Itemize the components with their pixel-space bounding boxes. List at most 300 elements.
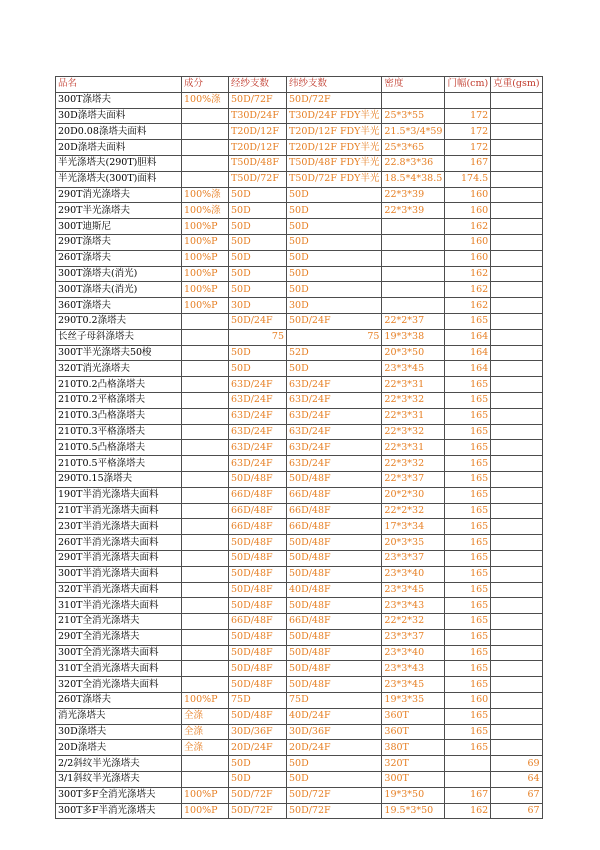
cell-density[interactable] xyxy=(382,92,445,108)
cell-composition[interactable] xyxy=(182,550,229,566)
cell-width[interactable]: 165 xyxy=(445,487,491,503)
cell-composition[interactable] xyxy=(182,582,229,598)
cell-composition[interactable]: 100%涤 xyxy=(182,187,229,203)
cell-width[interactable]: 165 xyxy=(445,708,491,724)
cell-weft-yarn[interactable]: 30D xyxy=(287,298,382,314)
cell-density[interactable]: 23*3*45 xyxy=(382,361,445,377)
cell-density[interactable]: 22*3*32 xyxy=(382,392,445,408)
cell-width[interactable]: 167 xyxy=(445,787,491,803)
cell-density[interactable]: 23*3*45 xyxy=(382,582,445,598)
cell-weft-yarn[interactable]: 50D/48F xyxy=(287,550,382,566)
cell-composition[interactable] xyxy=(182,598,229,614)
cell-width[interactable]: 165 xyxy=(445,424,491,440)
cell-composition[interactable]: 100%涤 xyxy=(182,203,229,219)
cell-weft-yarn[interactable]: 63D/24F xyxy=(287,424,382,440)
cell-name[interactable]: 半光涤塔夫(300T)面料 xyxy=(56,171,182,187)
cell-width[interactable]: 160 xyxy=(445,250,491,266)
cell-density[interactable]: 360T xyxy=(382,708,445,724)
cell-warp-yarn[interactable]: 50D xyxy=(229,756,287,772)
cell-warp-yarn[interactable]: 50D xyxy=(229,187,287,203)
cell-weft-yarn[interactable]: 50D/48F xyxy=(287,677,382,693)
cell-weft-yarn[interactable]: 50D xyxy=(287,282,382,298)
cell-width[interactable]: 165 xyxy=(445,645,491,661)
cell-density[interactable]: 19*3*35 xyxy=(382,693,445,709)
cell-weight[interactable] xyxy=(491,282,542,298)
cell-weft-yarn[interactable]: 50D xyxy=(287,756,382,772)
cell-width[interactable]: 165 xyxy=(445,440,491,456)
cell-weight[interactable] xyxy=(491,724,542,740)
cell-composition[interactable] xyxy=(182,614,229,630)
cell-weight[interactable] xyxy=(491,171,542,187)
cell-width[interactable]: 165 xyxy=(445,629,491,645)
cell-name[interactable]: 30D涤塔夫 xyxy=(56,724,182,740)
cell-weft-yarn[interactable]: 50D xyxy=(287,219,382,235)
cell-name[interactable]: 310T全消光涤塔夫面料 xyxy=(56,661,182,677)
cell-weft-yarn[interactable]: 50D/24F xyxy=(287,313,382,329)
cell-name[interactable]: 320T消光涤塔夫 xyxy=(56,361,182,377)
cell-warp-yarn[interactable]: 66D/48F xyxy=(229,487,287,503)
cell-name[interactable]: 260T半消光涤塔夫面料 xyxy=(56,535,182,551)
cell-density[interactable]: 22*3*39 xyxy=(382,187,445,203)
cell-density[interactable]: 19*3*50 xyxy=(382,787,445,803)
cell-warp-yarn[interactable]: 50D/72F xyxy=(229,803,287,819)
cell-warp-yarn[interactable]: 63D/24F xyxy=(229,440,287,456)
cell-width[interactable]: 165 xyxy=(445,661,491,677)
cell-width[interactable]: 167 xyxy=(445,155,491,171)
cell-density[interactable]: 22*3*31 xyxy=(382,377,445,393)
cell-warp-yarn[interactable]: 50D/48F xyxy=(229,582,287,598)
cell-weft-yarn[interactable]: T20D/12F FDY半光 xyxy=(287,124,382,140)
cell-weight[interactable] xyxy=(491,645,542,661)
cell-name[interactable]: 300T迪斯尼 xyxy=(56,219,182,235)
cell-width[interactable] xyxy=(445,92,491,108)
cell-weft-yarn[interactable]: 20D/24F xyxy=(287,740,382,756)
cell-weight[interactable] xyxy=(491,598,542,614)
cell-name[interactable]: 320T全消光涤塔夫面料 xyxy=(56,677,182,693)
cell-name[interactable]: 300T全消光涤塔夫面料 xyxy=(56,645,182,661)
cell-warp-yarn[interactable]: 63D/24F xyxy=(229,392,287,408)
cell-warp-yarn[interactable]: 50D/48F xyxy=(229,661,287,677)
cell-composition[interactable] xyxy=(182,361,229,377)
cell-weft-yarn[interactable]: 30D/36F xyxy=(287,724,382,740)
cell-weight[interactable] xyxy=(491,203,542,219)
cell-density[interactable]: 20*2*30 xyxy=(382,487,445,503)
cell-weft-yarn[interactable]: 50D/48F xyxy=(287,535,382,551)
cell-name[interactable]: 310T半消光涤塔夫面料 xyxy=(56,598,182,614)
cell-weight[interactable] xyxy=(491,740,542,756)
cell-width[interactable]: 164 xyxy=(445,345,491,361)
cell-composition[interactable]: 100%P xyxy=(182,219,229,235)
cell-width[interactable]: 164 xyxy=(445,361,491,377)
cell-warp-yarn[interactable]: 50D/72F xyxy=(229,92,287,108)
cell-warp-yarn[interactable]: 50D xyxy=(229,203,287,219)
cell-density[interactable]: 23*3*37 xyxy=(382,629,445,645)
cell-density[interactable]: 17*3*34 xyxy=(382,519,445,535)
cell-name[interactable]: 210T0.5平格涤塔夫 xyxy=(56,456,182,472)
cell-width[interactable]: 172 xyxy=(445,124,491,140)
cell-composition[interactable] xyxy=(182,392,229,408)
cell-composition[interactable] xyxy=(182,471,229,487)
cell-weight[interactable] xyxy=(491,392,542,408)
cell-weft-yarn[interactable]: T50D/48F FDY半光 xyxy=(287,155,382,171)
cell-weight[interactable]: 67 xyxy=(491,803,542,819)
cell-name[interactable]: 210T全消光涤塔夫 xyxy=(56,614,182,630)
cell-composition[interactable]: 全涤 xyxy=(182,708,229,724)
cell-name[interactable]: 3/1斜纹半光涤塔夫 xyxy=(56,772,182,788)
cell-composition[interactable] xyxy=(182,329,229,345)
cell-warp-yarn[interactable]: 50D/48F xyxy=(229,535,287,551)
cell-composition[interactable]: 全涤 xyxy=(182,724,229,740)
cell-name[interactable]: 320T半消光涤塔夫面料 xyxy=(56,582,182,598)
cell-weight[interactable] xyxy=(491,566,542,582)
cell-density[interactable]: 22*3*31 xyxy=(382,440,445,456)
cell-weight[interactable] xyxy=(491,408,542,424)
cell-warp-yarn[interactable]: 50D/48F xyxy=(229,629,287,645)
cell-width[interactable]: 172 xyxy=(445,108,491,124)
cell-composition[interactable]: 100%P xyxy=(182,282,229,298)
cell-name[interactable]: 300T涤塔夫(消光) xyxy=(56,266,182,282)
cell-warp-yarn[interactable]: 20D/24F xyxy=(229,740,287,756)
cell-name[interactable]: 210T0.5凸格涤塔夫 xyxy=(56,440,182,456)
cell-name[interactable]: 300T多F半消光涤塔夫 xyxy=(56,803,182,819)
cell-density[interactable]: 320T xyxy=(382,756,445,772)
cell-weight[interactable] xyxy=(491,503,542,519)
cell-warp-yarn[interactable]: T30D/24F xyxy=(229,108,287,124)
cell-weft-yarn[interactable]: 66D/48F xyxy=(287,519,382,535)
cell-width[interactable]: 162 xyxy=(445,282,491,298)
cell-width[interactable]: 160 xyxy=(445,203,491,219)
cell-density[interactable]: 19*3*38 xyxy=(382,329,445,345)
cell-composition[interactable] xyxy=(182,629,229,645)
cell-composition[interactable] xyxy=(182,440,229,456)
cell-composition[interactable]: 100%涤 xyxy=(182,92,229,108)
cell-warp-yarn[interactable]: 63D/24F xyxy=(229,456,287,472)
cell-warp-yarn[interactable]: 50D/24F xyxy=(229,313,287,329)
cell-width[interactable]: 165 xyxy=(445,535,491,551)
cell-weight[interactable] xyxy=(491,124,542,140)
cell-width[interactable]: 165 xyxy=(445,677,491,693)
cell-weft-yarn[interactable]: T30D/24F FDY半光 xyxy=(287,108,382,124)
cell-weight[interactable] xyxy=(491,708,542,724)
cell-weight[interactable] xyxy=(491,234,542,250)
cell-density[interactable]: 23*3*37 xyxy=(382,550,445,566)
cell-name[interactable]: 2/2斜纹半光涤塔夫 xyxy=(56,756,182,772)
cell-composition[interactable] xyxy=(182,677,229,693)
cell-name[interactable]: 300T半光涤塔夫50梭 xyxy=(56,345,182,361)
cell-weft-yarn[interactable]: T20D/12F FDY半光 xyxy=(287,140,382,156)
cell-composition[interactable]: 100%P xyxy=(182,693,229,709)
cell-weft-yarn[interactable]: 63D/24F xyxy=(287,392,382,408)
cell-density[interactable] xyxy=(382,298,445,314)
cell-width[interactable]: 165 xyxy=(445,408,491,424)
cell-weft-yarn[interactable]: 75 xyxy=(287,329,382,345)
cell-density[interactable]: 21.5*3/4*59 xyxy=(382,124,445,140)
cell-composition[interactable] xyxy=(182,171,229,187)
cell-weight[interactable] xyxy=(491,471,542,487)
cell-weft-yarn[interactable]: 66D/48F xyxy=(287,503,382,519)
cell-name[interactable]: 290T半光涤塔夫 xyxy=(56,203,182,219)
cell-warp-yarn[interactable]: 63D/24F xyxy=(229,408,287,424)
cell-warp-yarn[interactable]: 66D/48F xyxy=(229,614,287,630)
cell-warp-yarn[interactable]: 75 xyxy=(229,329,287,345)
cell-weight[interactable] xyxy=(491,487,542,503)
cell-weight[interactable] xyxy=(491,92,542,108)
cell-weft-yarn[interactable]: 50D/48F xyxy=(287,629,382,645)
cell-weight[interactable] xyxy=(491,187,542,203)
cell-name[interactable]: 290T0.15涤塔夫 xyxy=(56,471,182,487)
cell-weft-yarn[interactable]: 50D xyxy=(287,234,382,250)
cell-weight[interactable] xyxy=(491,345,542,361)
cell-composition[interactable] xyxy=(182,155,229,171)
cell-weight[interactable]: 64 xyxy=(491,772,542,788)
cell-density[interactable]: 18.5*4*38.5 xyxy=(382,171,445,187)
cell-density[interactable]: 22*2*37 xyxy=(382,313,445,329)
cell-warp-yarn[interactable]: 63D/24F xyxy=(229,377,287,393)
cell-density[interactable]: 23*3*43 xyxy=(382,598,445,614)
cell-name[interactable]: 210T0.3凸格涤塔夫 xyxy=(56,408,182,424)
cell-weft-yarn[interactable]: 50D/72F xyxy=(287,92,382,108)
cell-density[interactable]: 22.8*3*36 xyxy=(382,155,445,171)
cell-width[interactable] xyxy=(445,772,491,788)
cell-weight[interactable] xyxy=(491,313,542,329)
cell-density[interactable]: 22*2*32 xyxy=(382,614,445,630)
cell-name[interactable]: 半光涤塔夫(290T)胆料 xyxy=(56,155,182,171)
cell-density[interactable]: 20*3*35 xyxy=(382,535,445,551)
cell-composition[interactable] xyxy=(182,124,229,140)
cell-composition[interactable]: 100%P xyxy=(182,250,229,266)
cell-warp-yarn[interactable]: 66D/48F xyxy=(229,519,287,535)
cell-composition[interactable]: 100%P xyxy=(182,298,229,314)
cell-composition[interactable] xyxy=(182,487,229,503)
cell-warp-yarn[interactable]: 50D/48F xyxy=(229,677,287,693)
cell-weft-yarn[interactable]: 50D xyxy=(287,772,382,788)
cell-width[interactable]: 165 xyxy=(445,392,491,408)
cell-width[interactable]: 165 xyxy=(445,550,491,566)
cell-warp-yarn[interactable]: 66D/48F xyxy=(229,503,287,519)
cell-weft-yarn[interactable]: 50D/72F xyxy=(287,787,382,803)
cell-width[interactable]: 162 xyxy=(445,266,491,282)
cell-weft-yarn[interactable]: 63D/24F xyxy=(287,377,382,393)
cell-composition[interactable] xyxy=(182,108,229,124)
cell-weight[interactable] xyxy=(491,266,542,282)
cell-composition[interactable] xyxy=(182,456,229,472)
cell-composition[interactable]: 100%P xyxy=(182,266,229,282)
cell-warp-yarn[interactable]: T50D/48F xyxy=(229,155,287,171)
cell-weight[interactable] xyxy=(491,361,542,377)
cell-name[interactable]: 360T涤塔夫 xyxy=(56,298,182,314)
cell-density[interactable]: 22*3*39 xyxy=(382,203,445,219)
cell-width[interactable]: 160 xyxy=(445,234,491,250)
cell-weight[interactable] xyxy=(491,298,542,314)
cell-density[interactable] xyxy=(382,219,445,235)
cell-width[interactable]: 165 xyxy=(445,313,491,329)
cell-weight[interactable]: 67 xyxy=(491,787,542,803)
cell-name[interactable]: 20D涤塔夫 xyxy=(56,740,182,756)
cell-density[interactable]: 20*3*50 xyxy=(382,345,445,361)
cell-density[interactable]: 23*3*45 xyxy=(382,677,445,693)
cell-weight[interactable] xyxy=(491,440,542,456)
cell-width[interactable]: 165 xyxy=(445,598,491,614)
cell-name[interactable]: 30D涤塔夫面料 xyxy=(56,108,182,124)
cell-warp-yarn[interactable]: 30D/36F xyxy=(229,724,287,740)
cell-density[interactable]: 19.5*3*50 xyxy=(382,803,445,819)
cell-weight[interactable] xyxy=(491,250,542,266)
cell-name[interactable]: 300T半消光涤塔夫面料 xyxy=(56,566,182,582)
cell-warp-yarn[interactable]: 50D xyxy=(229,361,287,377)
cell-weft-yarn[interactable]: 50D xyxy=(287,361,382,377)
cell-warp-yarn[interactable]: 50D xyxy=(229,219,287,235)
cell-weft-yarn[interactable]: 50D xyxy=(287,187,382,203)
cell-warp-yarn[interactable]: 50D xyxy=(229,282,287,298)
cell-name[interactable]: 长丝子母斜涤塔夫 xyxy=(56,329,182,345)
cell-weight[interactable] xyxy=(491,155,542,171)
cell-weft-yarn[interactable]: 40D/24F xyxy=(287,708,382,724)
cell-weft-yarn[interactable]: 50D xyxy=(287,266,382,282)
cell-warp-yarn[interactable]: 75D xyxy=(229,693,287,709)
cell-weft-yarn[interactable]: 66D/48F xyxy=(287,487,382,503)
cell-width[interactable]: 165 xyxy=(445,614,491,630)
header-composition[interactable]: 成分 xyxy=(182,77,229,93)
cell-name[interactable]: 300T涤塔夫 xyxy=(56,92,182,108)
cell-name[interactable]: 20D涤塔夫面料 xyxy=(56,140,182,156)
cell-weight[interactable] xyxy=(491,329,542,345)
cell-weight[interactable] xyxy=(491,108,542,124)
cell-name[interactable]: 290T涤塔夫 xyxy=(56,234,182,250)
cell-width[interactable]: 165 xyxy=(445,724,491,740)
cell-composition[interactable] xyxy=(182,756,229,772)
cell-name[interactable]: 260T涤塔夫 xyxy=(56,250,182,266)
cell-density[interactable]: 22*3*37 xyxy=(382,471,445,487)
cell-weft-yarn[interactable]: 40D/48F xyxy=(287,582,382,598)
cell-weight[interactable] xyxy=(491,456,542,472)
cell-density[interactable]: 25*3*55 xyxy=(382,108,445,124)
cell-weft-yarn[interactable]: 50D/48F xyxy=(287,566,382,582)
cell-weft-yarn[interactable]: 63D/24F xyxy=(287,440,382,456)
cell-composition[interactable] xyxy=(182,645,229,661)
cell-warp-yarn[interactable]: 50D/48F xyxy=(229,566,287,582)
cell-weight[interactable] xyxy=(491,377,542,393)
cell-composition[interactable] xyxy=(182,313,229,329)
cell-warp-yarn[interactable]: 50D xyxy=(229,266,287,282)
header-weight[interactable]: 克重(gsm) xyxy=(491,77,542,93)
cell-weft-yarn[interactable]: 75D xyxy=(287,693,382,709)
cell-composition[interactable]: 全涤 xyxy=(182,740,229,756)
cell-composition[interactable] xyxy=(182,661,229,677)
cell-warp-yarn[interactable]: 50D xyxy=(229,250,287,266)
cell-weight[interactable] xyxy=(491,629,542,645)
cell-width[interactable]: 165 xyxy=(445,377,491,393)
cell-warp-yarn[interactable]: T20D/12F xyxy=(229,124,287,140)
cell-density[interactable]: 23*3*40 xyxy=(382,645,445,661)
cell-width[interactable]: 165 xyxy=(445,503,491,519)
cell-density[interactable] xyxy=(382,250,445,266)
header-name[interactable]: 品名 xyxy=(56,77,182,93)
cell-composition[interactable] xyxy=(182,772,229,788)
cell-composition[interactable] xyxy=(182,377,229,393)
cell-weight[interactable] xyxy=(491,519,542,535)
cell-name[interactable]: 300T涤塔夫(消光) xyxy=(56,282,182,298)
cell-weight[interactable] xyxy=(491,582,542,598)
cell-density[interactable]: 22*2*32 xyxy=(382,503,445,519)
cell-composition[interactable] xyxy=(182,140,229,156)
cell-width[interactable]: 165 xyxy=(445,519,491,535)
cell-weight[interactable] xyxy=(491,424,542,440)
cell-warp-yarn[interactable]: 50D/72F xyxy=(229,787,287,803)
cell-composition[interactable] xyxy=(182,566,229,582)
header-weft-yarn[interactable]: 纬纱支数 xyxy=(287,77,382,93)
cell-density[interactable]: 300T xyxy=(382,772,445,788)
cell-density[interactable]: 23*3*40 xyxy=(382,566,445,582)
cell-name[interactable]: 210T0.2平格涤塔夫 xyxy=(56,392,182,408)
cell-composition[interactable] xyxy=(182,535,229,551)
cell-composition[interactable] xyxy=(182,424,229,440)
cell-name[interactable]: 260T涤塔夫 xyxy=(56,693,182,709)
cell-name[interactable]: 210T0.2凸格涤塔夫 xyxy=(56,377,182,393)
header-density[interactable]: 密度 xyxy=(382,77,445,93)
cell-weight[interactable] xyxy=(491,661,542,677)
cell-weight[interactable] xyxy=(491,140,542,156)
cell-warp-yarn[interactable]: 50D xyxy=(229,772,287,788)
header-width[interactable]: 门幅(cm) xyxy=(445,77,491,93)
cell-warp-yarn[interactable]: T50D/72F xyxy=(229,171,287,187)
cell-density[interactable] xyxy=(382,234,445,250)
cell-width[interactable]: 165 xyxy=(445,456,491,472)
cell-weight[interactable]: 69 xyxy=(491,756,542,772)
cell-warp-yarn[interactable]: 30D xyxy=(229,298,287,314)
cell-width[interactable]: 165 xyxy=(445,471,491,487)
cell-density[interactable] xyxy=(382,282,445,298)
cell-width[interactable]: 160 xyxy=(445,187,491,203)
cell-weft-yarn[interactable]: 50D xyxy=(287,250,382,266)
cell-composition[interactable] xyxy=(182,408,229,424)
cell-warp-yarn[interactable]: 50D xyxy=(229,234,287,250)
cell-warp-yarn[interactable]: 50D/48F xyxy=(229,708,287,724)
cell-warp-yarn[interactable]: 50D/48F xyxy=(229,645,287,661)
cell-warp-yarn[interactable]: 63D/24F xyxy=(229,424,287,440)
cell-name[interactable]: 20D0.08涤塔夫面料 xyxy=(56,124,182,140)
cell-density[interactable]: 23*3*43 xyxy=(382,661,445,677)
cell-weight[interactable] xyxy=(491,219,542,235)
cell-weight[interactable] xyxy=(491,693,542,709)
cell-width[interactable]: 165 xyxy=(445,740,491,756)
cell-name[interactable]: 210T0.3平格涤塔夫 xyxy=(56,424,182,440)
cell-name[interactable]: 190T半消光涤塔夫面料 xyxy=(56,487,182,503)
cell-warp-yarn[interactable]: 50D/48F xyxy=(229,550,287,566)
cell-width[interactable] xyxy=(445,756,491,772)
cell-width[interactable]: 162 xyxy=(445,298,491,314)
cell-warp-yarn[interactable]: 50D/48F xyxy=(229,471,287,487)
cell-name[interactable]: 290T0.2涤塔夫 xyxy=(56,313,182,329)
cell-composition[interactable] xyxy=(182,503,229,519)
cell-name[interactable]: 230T半消光涤塔夫面料 xyxy=(56,519,182,535)
cell-weft-yarn[interactable]: 50D/48F xyxy=(287,471,382,487)
cell-weft-yarn[interactable]: 50D/48F xyxy=(287,598,382,614)
cell-name[interactable]: 290T全消光涤塔夫 xyxy=(56,629,182,645)
cell-weft-yarn[interactable]: 50D xyxy=(287,203,382,219)
cell-composition[interactable]: 100%P xyxy=(182,234,229,250)
cell-name[interactable]: 290T消光涤塔夫 xyxy=(56,187,182,203)
cell-name[interactable]: 210T半消光涤塔夫面料 xyxy=(56,503,182,519)
cell-density[interactable]: 25*3*65 xyxy=(382,140,445,156)
cell-weight[interactable] xyxy=(491,535,542,551)
cell-weft-yarn[interactable]: 50D/72F xyxy=(287,803,382,819)
cell-density[interactable]: 22*3*32 xyxy=(382,456,445,472)
cell-warp-yarn[interactable]: T20D/12F xyxy=(229,140,287,156)
cell-weight[interactable] xyxy=(491,614,542,630)
cell-name[interactable]: 300T多F全消光涤塔夫 xyxy=(56,787,182,803)
cell-weight[interactable] xyxy=(491,550,542,566)
cell-width[interactable]: 164 xyxy=(445,329,491,345)
